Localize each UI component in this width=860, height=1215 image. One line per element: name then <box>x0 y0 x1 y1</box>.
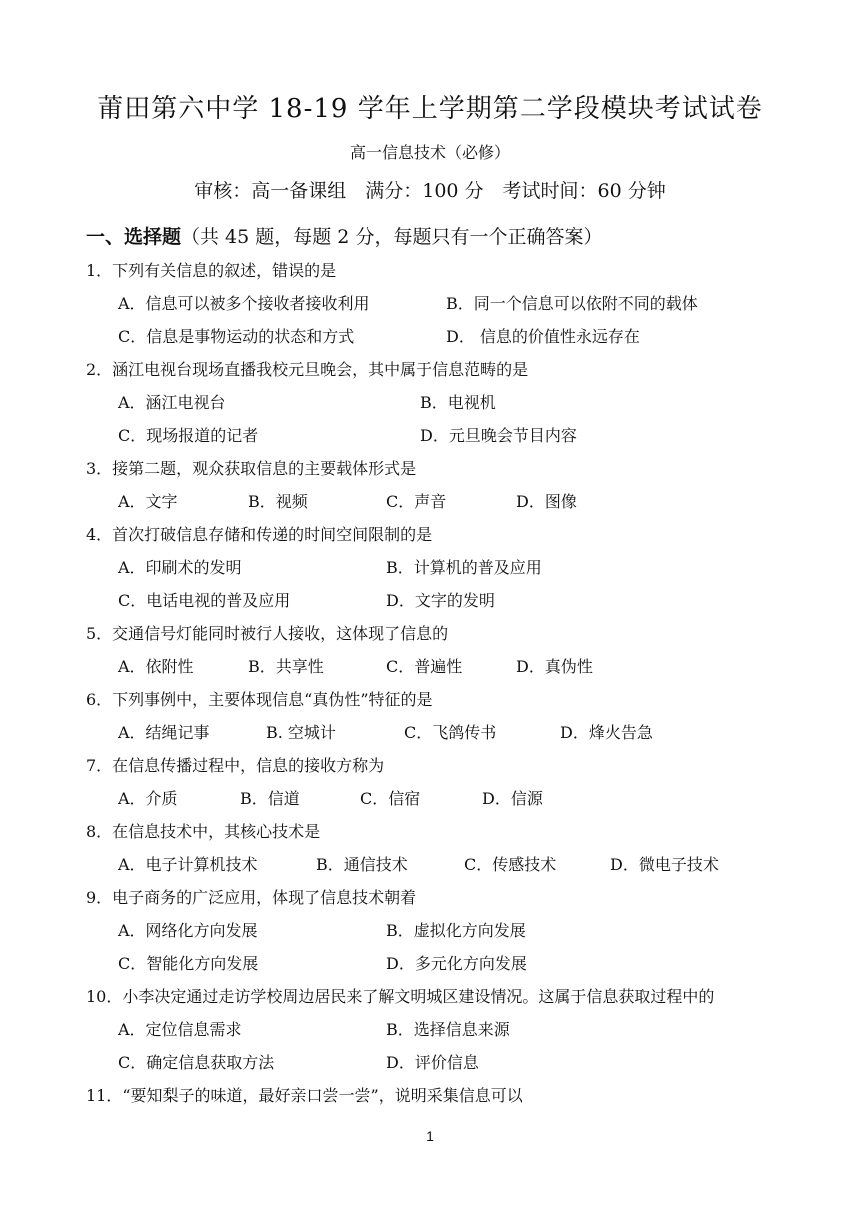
question-stem: 1．下列有关信息的叙述，错误的是 <box>86 261 337 280</box>
option: D．元旦晚会节目内容 <box>420 426 577 445</box>
section-heading-note: （共 45 题，每题 2 分，每题只有一个正确答案） <box>181 226 603 248</box>
exam-meta: 审核：高一备课组 满分：100 分 考试时间：60 分钟 <box>194 180 666 202</box>
option: D．烽火告急 <box>560 723 653 742</box>
section-heading-label: 一、选择题 <box>86 226 182 248</box>
question-stem: 8．在信息技术中，其核心技术是 <box>86 822 321 841</box>
option: C．普遍性 <box>386 657 463 676</box>
option: B．同一个信息可以依附不同的载体 <box>446 294 698 313</box>
option: A．依附性 <box>118 657 194 676</box>
option: B. 空城计 <box>266 723 336 742</box>
option: C．声音 <box>386 492 447 511</box>
option: A．电子计算机技术 <box>118 855 258 874</box>
option: B．电视机 <box>420 393 496 412</box>
option: B．视频 <box>248 492 308 511</box>
option: B．计算机的普及应用 <box>386 558 542 577</box>
question-stem: 5．交通信号灯能同时被行人接收，这体现了信息的 <box>86 624 449 643</box>
exam-title: 莆田第六中学 18-19 学年上学期第二学段模块考试试卷 <box>97 94 763 124</box>
option: B．选择信息来源 <box>386 1020 510 1039</box>
question-stem: 4．首次打破信息存储和传递的时间空间限制的是 <box>86 525 433 544</box>
option: A．涵江电视台 <box>118 393 226 412</box>
option: A．信息可以被多个接收者接收利用 <box>118 294 370 313</box>
option: D．微电子技术 <box>610 855 719 874</box>
option: D．图像 <box>516 492 577 511</box>
page-number: 1 <box>426 1128 434 1144</box>
option: A．介质 <box>118 789 178 808</box>
option: C．智能化方向发展 <box>118 954 259 973</box>
question-stem: 6．下列事例中，主要体现信息“真伪性”特征的是 <box>86 690 433 709</box>
option: A．文字 <box>118 492 178 511</box>
question-stem: 10．小李决定通过走访学校周边居民来了解文明城区建设情况。这属于信息获取过程中的 <box>86 987 715 1006</box>
option: C．电话电视的普及应用 <box>118 591 291 610</box>
option: C．飞鸽传书 <box>404 723 497 742</box>
exam-subtitle: 高一信息技术（必修） <box>349 143 510 162</box>
option: D．评价信息 <box>386 1053 479 1072</box>
question-stem: 11．“要知梨子的味道，最好亲口尝一尝”，说明采集信息可以 <box>86 1086 523 1105</box>
option: A．网络化方向发展 <box>118 921 258 940</box>
option: D．信源 <box>482 789 543 808</box>
section-heading <box>86 222 602 249</box>
option: D． 信息的价值性永远存在 <box>446 327 640 346</box>
option: B．虚拟化方向发展 <box>386 921 526 940</box>
question-stem: 3．接第二题，观众获取信息的主要载体形式是 <box>86 459 417 478</box>
option: A．印刷术的发明 <box>118 558 242 577</box>
option: C．信宿 <box>360 789 421 808</box>
question-stem: 2．涵江电视台现场直播我校元旦晚会，其中属于信息范畴的是 <box>86 360 529 379</box>
question-stem: 9．电子商务的广泛应用，体现了信息技术朝着 <box>86 888 417 907</box>
option: C．确定信息获取方法 <box>118 1053 275 1072</box>
option: D．多元化方向发展 <box>386 954 527 973</box>
option: B．信道 <box>240 789 300 808</box>
option: B．共享性 <box>248 657 324 676</box>
option: C．信息是事物运动的状态和方式 <box>118 327 355 346</box>
option: C．现场报道的记者 <box>118 426 259 445</box>
option: D．真伪性 <box>516 657 593 676</box>
option: A．定位信息需求 <box>118 1020 242 1039</box>
option: D．文字的发明 <box>386 591 495 610</box>
question-stem: 7．在信息传播过程中，信息的接收方称为 <box>86 756 385 775</box>
option: B．通信技术 <box>316 855 408 874</box>
option: A．结绳记事 <box>118 723 210 742</box>
option: C．传感技术 <box>464 855 557 874</box>
